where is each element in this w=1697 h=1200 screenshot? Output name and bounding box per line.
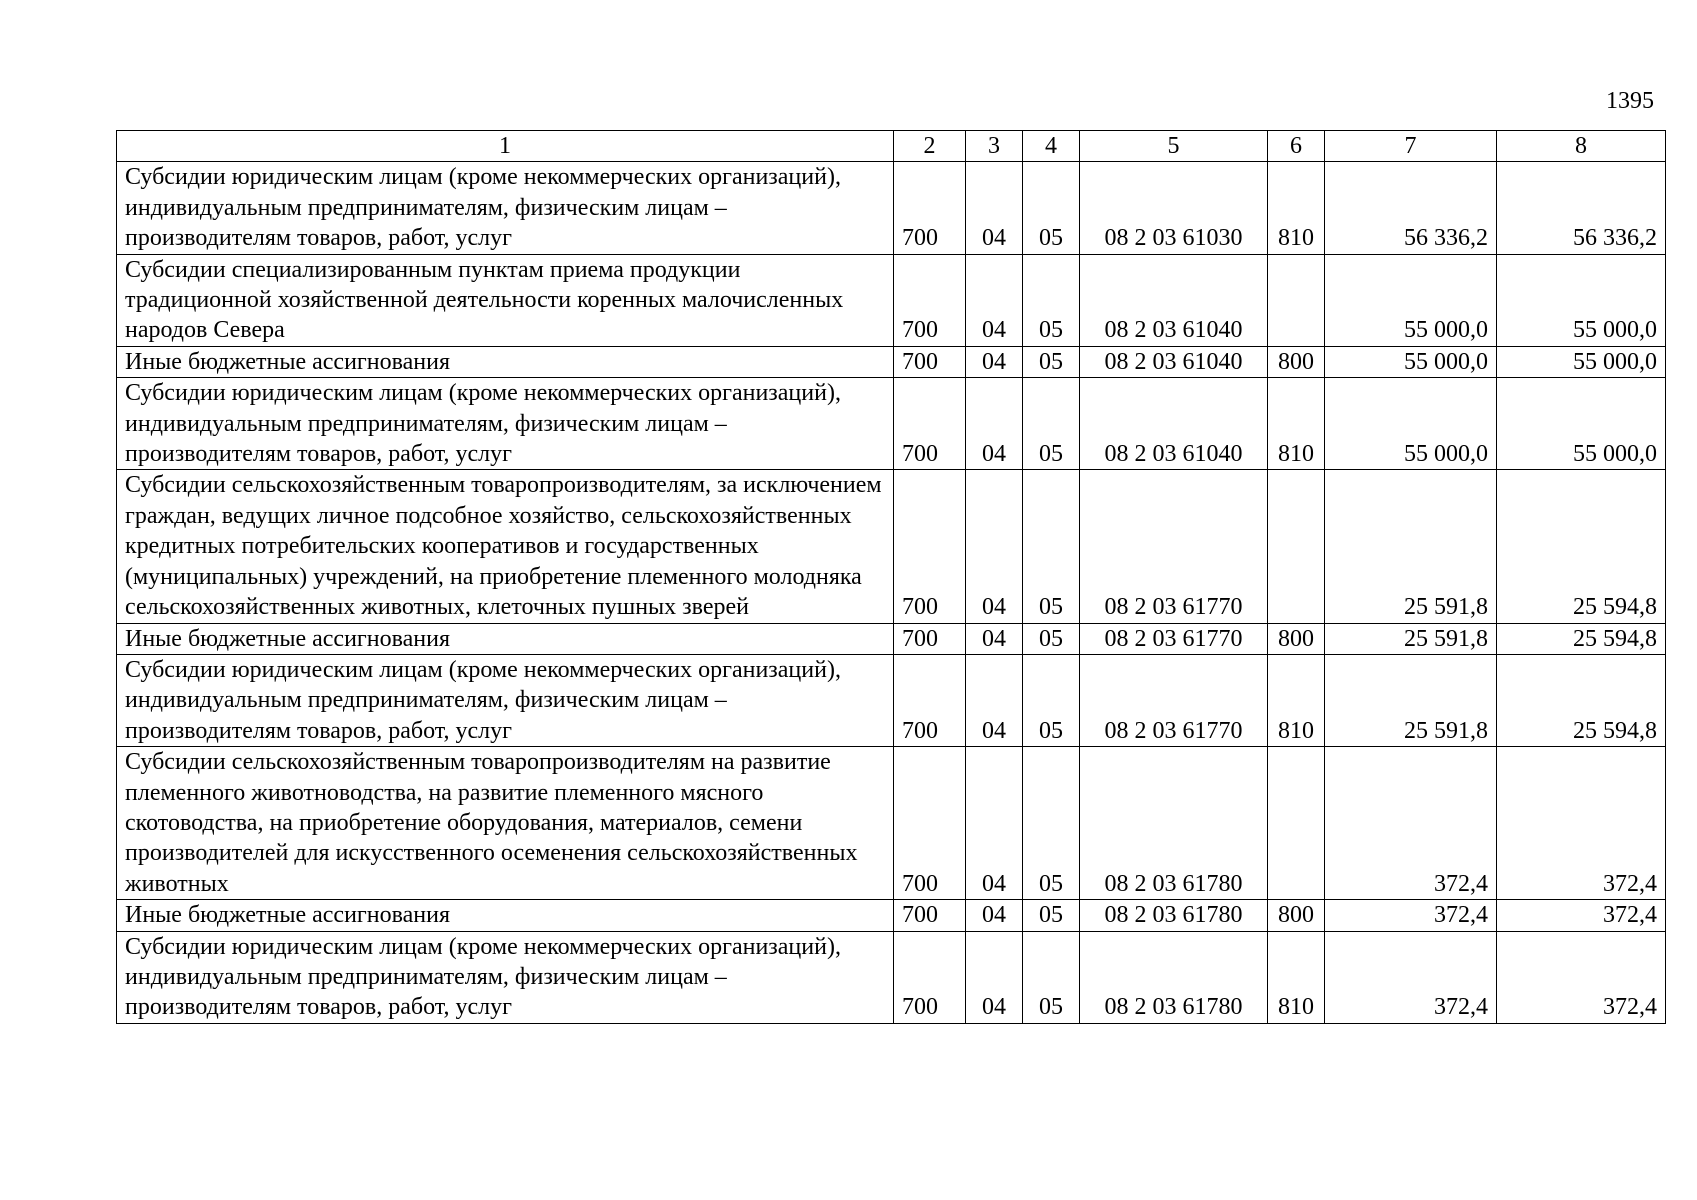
section-code: 04 xyxy=(966,931,1023,1023)
amount-year-1: 372,4 xyxy=(1325,747,1497,900)
target-article-code: 08 2 03 61770 xyxy=(1080,470,1268,623)
grbs-code: 700 xyxy=(894,378,966,470)
column-number-4: 4 xyxy=(1023,131,1080,162)
grbs-code: 700 xyxy=(894,254,966,346)
subsection-code: 05 xyxy=(1023,470,1080,623)
expense-type-code xyxy=(1268,747,1325,900)
amount-year-1: 55 000,0 xyxy=(1325,346,1497,377)
table-row xyxy=(117,470,1666,623)
column-number-1: 1 xyxy=(117,131,894,162)
subsection-code: 05 xyxy=(1023,162,1080,254)
expense-type-code: 810 xyxy=(1268,378,1325,470)
table-row xyxy=(117,900,1666,931)
amount-year-2: 56 336,2 xyxy=(1497,162,1666,254)
expense-type-code: 810 xyxy=(1268,931,1325,1023)
subsection-code: 05 xyxy=(1023,378,1080,470)
table-body xyxy=(117,162,1666,1023)
column-number-2: 2 xyxy=(894,131,966,162)
amount-year-2: 372,4 xyxy=(1497,900,1666,931)
page-number: 1395 xyxy=(1606,88,1654,114)
table-row xyxy=(117,378,1666,470)
column-number-6: 6 xyxy=(1268,131,1325,162)
grbs-code: 700 xyxy=(894,900,966,931)
expense-type-code xyxy=(1268,254,1325,346)
item-name: Иные бюджетные ассигнования xyxy=(117,623,894,654)
section-code: 04 xyxy=(966,900,1023,931)
expense-type-code xyxy=(1268,470,1325,623)
amount-year-2: 25 594,8 xyxy=(1497,654,1666,746)
item-name: Субсидии юридическим лицам (кроме некоммерческих организаций), индивидуальным предпринимателям, физическим лицам – производителям товаров, работ, услуг xyxy=(117,931,894,1023)
expense-type-code: 810 xyxy=(1268,162,1325,254)
subsection-code: 05 xyxy=(1023,654,1080,746)
section-code: 04 xyxy=(966,654,1023,746)
item-name: Субсидии сельскохозяйственным товаропроизводителям, за исключением граждан, ведущих личное подсобное хозяйство, сельскохозяйственных кредитных потребительских кооперативов и государственных (муниципальных) учреждений, на приобретение племенного молодняка сельскохозяйственных животных, клеточных пушных зверей xyxy=(117,470,894,623)
amount-year-1: 55 000,0 xyxy=(1325,378,1497,470)
expense-type-code: 810 xyxy=(1268,654,1325,746)
target-article-code: 08 2 03 61770 xyxy=(1080,623,1268,654)
amount-year-2: 25 594,8 xyxy=(1497,470,1666,623)
item-name: Субсидии специализированным пунктам приема продукции традиционной хозяйственной деятельности коренных малочисленных народов Севера xyxy=(117,254,894,346)
amount-year-1: 25 591,8 xyxy=(1325,623,1497,654)
amount-year-2: 372,4 xyxy=(1497,747,1666,900)
subsection-code: 05 xyxy=(1023,747,1080,900)
target-article-code: 08 2 03 61780 xyxy=(1080,900,1268,931)
table-row xyxy=(117,623,1666,654)
section-code: 04 xyxy=(966,623,1023,654)
expense-type-code: 800 xyxy=(1268,900,1325,931)
section-code: 04 xyxy=(966,346,1023,377)
grbs-code: 700 xyxy=(894,470,966,623)
expense-type-code: 800 xyxy=(1268,346,1325,377)
subsection-code: 05 xyxy=(1023,900,1080,931)
section-code: 04 xyxy=(966,162,1023,254)
target-article-code: 08 2 03 61780 xyxy=(1080,747,1268,900)
column-number-3: 3 xyxy=(966,131,1023,162)
grbs-code: 700 xyxy=(894,623,966,654)
budget-table xyxy=(116,130,1666,1024)
amount-year-2: 25 594,8 xyxy=(1497,623,1666,654)
column-number-8: 8 xyxy=(1497,131,1666,162)
column-number-row xyxy=(117,131,1666,162)
grbs-code: 700 xyxy=(894,162,966,254)
section-code: 04 xyxy=(966,378,1023,470)
item-name: Иные бюджетные ассигнования xyxy=(117,346,894,377)
subsection-code: 05 xyxy=(1023,346,1080,377)
section-code: 04 xyxy=(966,747,1023,900)
column-number-5: 5 xyxy=(1080,131,1268,162)
target-article-code: 08 2 03 61030 xyxy=(1080,162,1268,254)
amount-year-2: 55 000,0 xyxy=(1497,346,1666,377)
amount-year-1: 25 591,8 xyxy=(1325,654,1497,746)
target-article-code: 08 2 03 61040 xyxy=(1080,254,1268,346)
table-row xyxy=(117,931,1666,1023)
amount-year-1: 56 336,2 xyxy=(1325,162,1497,254)
expense-type-code: 800 xyxy=(1268,623,1325,654)
subsection-code: 05 xyxy=(1023,931,1080,1023)
table-row xyxy=(117,747,1666,900)
item-name: Субсидии юридическим лицам (кроме некоммерческих организаций), индивидуальным предпринимателям, физическим лицам – производителям товаров, работ, услуг xyxy=(117,378,894,470)
grbs-code: 700 xyxy=(894,931,966,1023)
grbs-code: 700 xyxy=(894,346,966,377)
subsection-code: 05 xyxy=(1023,254,1080,346)
section-code: 04 xyxy=(966,254,1023,346)
column-number-7: 7 xyxy=(1325,131,1497,162)
amount-year-1: 372,4 xyxy=(1325,900,1497,931)
target-article-code: 08 2 03 61770 xyxy=(1080,654,1268,746)
item-name: Иные бюджетные ассигнования xyxy=(117,900,894,931)
item-name: Субсидии сельскохозяйственным товаропроизводителям на развитие племенного животноводства, на развитие племенного мясного скотоводства, на приобретение оборудования, материалов, семени производителей для искусственного осеменения сельскохозяйственных животных xyxy=(117,747,894,900)
table-row xyxy=(117,346,1666,377)
amount-year-2: 372,4 xyxy=(1497,931,1666,1023)
grbs-code: 700 xyxy=(894,654,966,746)
section-code: 04 xyxy=(966,470,1023,623)
amount-year-1: 372,4 xyxy=(1325,931,1497,1023)
item-name: Субсидии юридическим лицам (кроме некоммерческих организаций), индивидуальным предпринимателям, физическим лицам – производителям товаров, работ, услуг xyxy=(117,654,894,746)
target-article-code: 08 2 03 61040 xyxy=(1080,346,1268,377)
table-row xyxy=(117,162,1666,254)
table-row xyxy=(117,254,1666,346)
item-name: Субсидии юридическим лицам (кроме некоммерческих организаций), индивидуальным предпринимателям, физическим лицам – производителям товаров, работ, услуг xyxy=(117,162,894,254)
target-article-code: 08 2 03 61780 xyxy=(1080,931,1268,1023)
grbs-code: 700 xyxy=(894,747,966,900)
amount-year-2: 55 000,0 xyxy=(1497,254,1666,346)
amount-year-1: 55 000,0 xyxy=(1325,254,1497,346)
table-row xyxy=(117,654,1666,746)
target-article-code: 08 2 03 61040 xyxy=(1080,378,1268,470)
amount-year-2: 55 000,0 xyxy=(1497,378,1666,470)
amount-year-1: 25 591,8 xyxy=(1325,470,1497,623)
subsection-code: 05 xyxy=(1023,623,1080,654)
